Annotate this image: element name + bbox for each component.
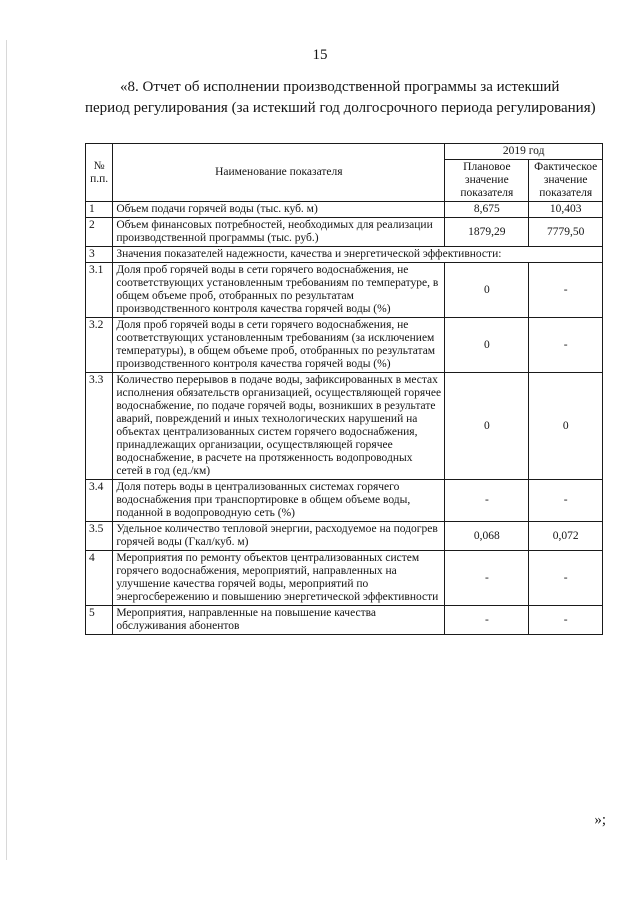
row-plan: - <box>445 480 529 522</box>
row-num: 3.1 <box>86 263 113 318</box>
row-num: 3.4 <box>86 480 113 522</box>
section-heading <box>85 77 605 119</box>
row-name: Доля проб горячей воды в сети горячего водоснабжения, не соответствующих установленным требованиям (за исключением температуры), в общем объеме проб, отобранных по результатам производственного контроля качества горячей воды (%) <box>113 318 445 373</box>
row-name: Объем подачи горячей воды (тыс. куб. м) <box>113 202 445 218</box>
row-name: Мероприятия по ремонту объектов централизованных систем горячего водоснабжения, мероприятий, направленных на улучшение качества горячей воды, мероприятий по энергосбережению и повышению энергетической эффективности <box>113 551 445 606</box>
row-num: 4 <box>86 551 113 606</box>
table-row <box>86 218 603 247</box>
header-num: № п.п. <box>86 144 113 202</box>
row-fact: - <box>529 318 603 373</box>
row-plan: 0,068 <box>445 522 529 551</box>
row-name: Мероприятия, направленные на повышение качества обслуживания абонентов <box>113 606 445 635</box>
row-num: 3.2 <box>86 318 113 373</box>
row-num: 2 <box>86 218 113 247</box>
heading-line-1: «8. Отчет об исполнении производственной программы за истекший <box>120 79 560 95</box>
table-row <box>86 522 603 551</box>
row-name: Удельное количество тепловой энергии, расходуемое на подогрев горячей воды (Гкал/куб. м) <box>113 522 445 551</box>
row-plan: 0 <box>445 318 529 373</box>
row-fact: 0 <box>529 373 603 480</box>
row-num: 3 <box>86 247 113 263</box>
row-plan: 1879,29 <box>445 218 529 247</box>
row-plan: - <box>445 551 529 606</box>
table-row <box>86 606 603 635</box>
scan-edge-mark <box>6 40 7 860</box>
row-fact: - <box>529 480 603 522</box>
closing-quote: »; <box>594 812 606 828</box>
row-name: Доля проб горячей воды в сети горячего водоснабжения, не соответствующих установленным требованиям по температуре, в общем объеме проб, отобранных по результатам производственного контроля качества горячей воды (%) <box>113 263 445 318</box>
table-row <box>86 202 603 218</box>
row-fact: - <box>529 551 603 606</box>
row-plan: 0 <box>445 263 529 318</box>
header-year: 2019 год <box>445 144 603 160</box>
page-number: 15 <box>312 47 328 63</box>
header-fact: Фактическое значение показателя <box>529 160 603 202</box>
row-name: Количество перерывов в подаче воды, зафиксированных в местах исполнения обязательств организацией, осуществляющей горячее водоснабжение, по подаче горячей воды, возникших в результате аварий, повреждений и иных технологических нарушений на объектах централизованных систем горячего водоснабжения, принадлежащих организации, осуществляющей горячее водоснабжение, в расчете на протяженность водопроводных сетей в год (ед./км) <box>113 373 445 480</box>
row-name: Объем финансовых потребностей, необходимых для реализации производственной программы (тыс. руб.) <box>113 218 445 247</box>
row-section-title: Значения показателей надежности, качества и энергетической эффективности: <box>113 247 603 263</box>
table-row <box>86 480 603 522</box>
table-row <box>86 263 603 318</box>
table-section-row <box>86 247 603 263</box>
row-fact: 0,072 <box>529 522 603 551</box>
row-plan: 8,675 <box>445 202 529 218</box>
row-fact: 7779,50 <box>529 218 603 247</box>
table-header-row <box>86 144 603 160</box>
report-table <box>85 143 603 635</box>
row-fact: - <box>529 606 603 635</box>
row-plan: - <box>445 606 529 635</box>
row-num: 5 <box>86 606 113 635</box>
table-row <box>86 373 603 480</box>
heading-line-2: период регулирования (за истекший год долгосрочного периода регулирования) <box>85 100 596 116</box>
row-name: Доля потерь воды в централизованных системах горячего водоснабжения при транспортировке в общем объеме воды, поданной в водопроводную сеть (%) <box>113 480 445 522</box>
header-name: Наименование показателя <box>113 144 445 202</box>
row-num: 1 <box>86 202 113 218</box>
row-fact: - <box>529 263 603 318</box>
header-plan: Плановое значение показателя <box>445 160 529 202</box>
table-row <box>86 551 603 606</box>
row-plan: 0 <box>445 373 529 480</box>
row-fact: 10,403 <box>529 202 603 218</box>
row-num: 3.5 <box>86 522 113 551</box>
row-num: 3.3 <box>86 373 113 480</box>
table-row <box>86 318 603 373</box>
